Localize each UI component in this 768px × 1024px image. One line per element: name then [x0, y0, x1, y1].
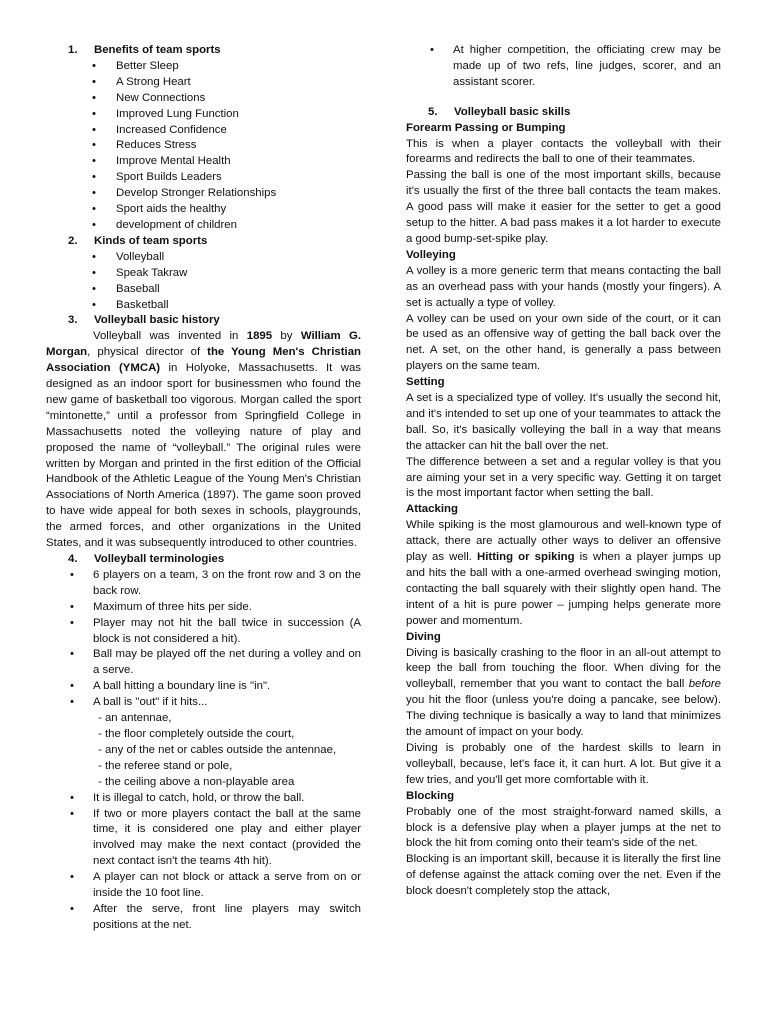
list-item: • A player can not block or attack a serve from on or inside the 10 foot line. — [46, 870, 361, 902]
section-heading-kinds: 2. Kinds of team sports — [68, 234, 208, 247]
list-item: • If two or more players contact the ball at the same time, it is considered one play and either player involved may make the next contact (provided the next contact isn't the teams 4th hit). — [46, 807, 361, 871]
list-item: • Speak Takraw — [46, 266, 361, 282]
list-item: • At higher competition, the officiating crew may be made up of two refs, line judges, scorer, and an assistant scorer. — [406, 43, 721, 91]
paragraph: Diving is probably one of the hardest skills to learn in volleyball, because, let's face it, it can hurt. A lot. But give it a few tries, and you'll get more comfortable with it. — [406, 741, 721, 786]
paragraph: While spiking is the most glamourous and well-known type of attack, there are actually other ways to deliver an offensive play as well. Hitting or spiking is when a player jumps up and hits the ball with a one-armed overhead swinging motion, contacting the ball squarely with their slightly open hand. The intent of a hit is pure power – jumping helps generate more power and momentum. — [406, 519, 722, 627]
list-item: • It is illegal to catch, hold, or throw the ball. — [46, 791, 361, 807]
section-heading-benefits: 1. Benefits of team sports — [68, 44, 221, 56]
list-item: • Volleyball — [46, 250, 361, 266]
terminologies-list-continued — [46, 791, 361, 934]
list-item: • After the serve, front line players may switch positions at the net. — [46, 902, 361, 934]
sublist-item: - any of the net or cables outside the antennae, — [98, 743, 337, 756]
paragraph: This is when a player contacts the volleyball with their forearms and redirects the ball to one of their teammates. — [406, 137, 721, 166]
list-item: • 6 players on a team, 3 on the front row and 3 on the back row. — [46, 568, 361, 600]
out-sublist — [46, 711, 361, 791]
section-heading-history: 3. Volleyball basic history — [68, 314, 220, 327]
sublist-item: - the ceiling above a non-playable area — [98, 775, 295, 788]
paragraph: The difference between a set and a regular volley is that you are aiming your set in a very specific way. Getting it on target is the most important factor when setting the ball. — [406, 455, 721, 500]
subheading-attacking: Attacking — [406, 503, 458, 516]
subheading-blocking: Blocking — [406, 789, 455, 802]
paragraph: Probably one of the most straight-forward named skills, a block is a defensive play when a player jumps at the net to block the hit from coming onto their team's side of the net. — [406, 805, 721, 850]
subheading-volleying: Volleying — [406, 248, 456, 261]
list-item: • A ball hitting a boundary line is "in". — [46, 679, 361, 695]
kinds-list — [46, 250, 361, 314]
subheading-setting: Setting — [406, 376, 445, 389]
paragraph: A set is a specialized type of volley. It's usually the second hit, and it's intended to set up one of your teammates to attack the ball. So, it's basically volleying the ball in a way that means the attacker can hit the ball over the net. — [406, 392, 721, 452]
history-paragraph: Volleyball was invented in 1895 by William G. Morgan, physical director of the Young Men's Christian Association (YMCA) in Holyoke, Massachusetts. It was designed as an indoor sport for businessmen who found the new game of basketball too vigorous. Morgan called the sport “mintonette,” until a professor from Springfield College in Massachusetts noted the volleying nature of play and proposed the name of “volleyball.” The original rules were written by Morgan and printed in the first edition of the Official Handbook of the Athletic League of the Young Men's Christian Associations of North America (1897). The game soon proved to have wide appeal for both sexes in schools, playgrounds, the armed forces, and other organizations in the United States, and it was subsequently introduced to other countries. — [46, 330, 361, 550]
right-column — [406, 43, 721, 900]
subheading-forearm: Forearm Passing or Bumping — [406, 121, 566, 134]
list-item: • A Strong Heart — [46, 75, 361, 91]
list-item: • Improve Mental Health — [46, 154, 361, 170]
list-item: • Player may not hit the ball twice in succession (A block is not considered a hit). — [46, 616, 361, 648]
left-column — [46, 43, 361, 934]
list-item: • Develop Stronger Relationships — [46, 186, 361, 202]
paragraph: Diving is basically crashing to the floor in an all-out attempt to keep the ball from touching the floor. When diving for the volleyball, remember that you want to contact the ball before you hit the floor (unless you're doing a pancake, see below). The diving technique is basically a way to land that minimizes the amount of impact on your body. — [406, 646, 721, 739]
list-item: • Baseball — [46, 282, 361, 298]
list-item: • Ball may be played off the net during a volley and on a serve. — [46, 647, 361, 679]
list-item: • Increased Confidence — [46, 123, 361, 139]
subheading-diving: Diving — [406, 630, 441, 643]
paragraph: Passing the ball is one of the most important skills, because it's usually the first of the three ball contacts the team makes. A good pass will make it easier for the setter to get a good setup to the hitter. A bad pass makes it a lot harder to execute a good bump-set-spike play. — [406, 169, 721, 245]
benefits-list — [46, 59, 361, 234]
sublist-item: - the floor completely outside the court, — [98, 727, 295, 740]
list-item: • Sport aids the healthy — [46, 202, 361, 218]
section-heading-terminologies: 4. Volleyball terminologies — [68, 553, 225, 565]
sublist-item: - the referee stand or pole, — [98, 759, 233, 772]
paragraph: Blocking is an important skill, because it is literally the first line of defense against the attack coming over the net. Even if the block doesn't completely stop the attack, — [406, 853, 721, 898]
list-item: • A ball is "out" if it hits... — [46, 695, 361, 711]
list-item: • development of children — [46, 218, 361, 234]
list-item: • Better Sleep — [46, 59, 361, 75]
list-item: • Basketball — [46, 298, 361, 314]
paragraph: A volley can be used on your own side of the court, or it can be used as an offensive way of getting the ball back over the net. A set, on the other hand, is generally a pass between players on the same team. — [406, 312, 721, 373]
terminologies-list-end — [406, 43, 721, 91]
list-item: • Sport Builds Leaders — [46, 170, 361, 186]
section-heading-skills: 5. Volleyball basic skills — [428, 105, 571, 118]
terminologies-list — [46, 568, 361, 711]
list-item: • New Connections — [46, 91, 361, 107]
sublist-item: - an antennae, — [98, 712, 172, 725]
list-item: • Improved Lung Function — [46, 107, 361, 123]
paragraph: A volley is a more generic term that means contacting the ball as an overhead pass with your hands (mostly your fingers). A set is actually a type of volley. — [406, 264, 721, 309]
list-item: • Maximum of three hits per side. — [46, 600, 361, 616]
list-item: • Reduces Stress — [46, 138, 361, 154]
